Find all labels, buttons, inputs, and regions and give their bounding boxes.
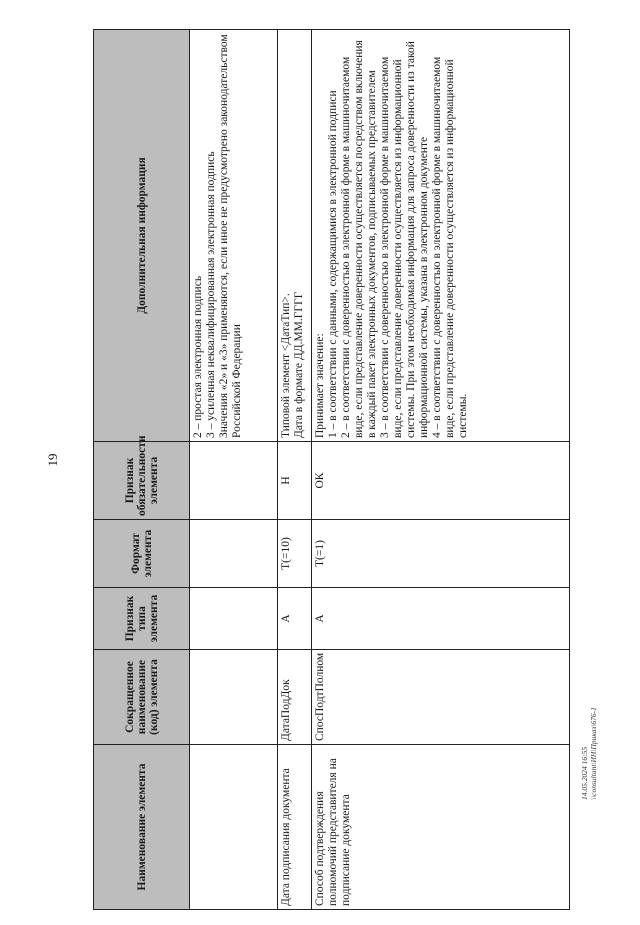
header-info: Дополнительная информация [94,30,190,442]
cell-type: А [312,588,570,650]
cell-required: Н [278,442,312,520]
footer-stamp [580,660,598,800]
footer-path: \\consultant\ИН\Приказ\676-1 [589,707,598,800]
cell-code [190,650,278,745]
cell-code: СпосПодтПолном [312,650,570,745]
cell-name: Дата подписания документа [278,745,312,910]
page-number: 19 [45,453,60,467]
document-table-wrapper [93,30,570,910]
cell-name [190,745,278,910]
cell-info [190,30,278,442]
info-line: Принимает значение: [314,333,326,438]
header-type: Признак типа элемента [94,588,190,650]
table-row [278,30,312,910]
header-required: Признак обязательности элемента [94,442,190,520]
cell-format [190,520,278,588]
info-line: 2 – в соответствии с доверенностью в электронной форме в машиночитаемом виде, если представление доверенности осуществляется посредством включения в каждый пакет электронных документов, подписываемых представителем [340,40,378,438]
cell-required [190,442,278,520]
info-line: Значения «2» и «3» применяются, если иное не предусмотрено законодательством Российской Федерации [218,34,243,438]
header-code: Сокращенное наименование (код) элемента [94,650,190,745]
cell-type: А [278,588,312,650]
header-format: Формат элемента [94,520,190,588]
info-line: 2 – простая электронная подпись [192,275,204,438]
info-line: Дата в формате ДД.ММ.ГГГГ [293,291,305,438]
footer-date: 14.05.2024 16:55 [580,746,589,800]
cell-required: ОК [312,442,570,520]
info-line: 4 – в соответствии с доверенностью в электронной форме в машиночитаемом виде, если представление доверенности осуществляется из информационной системы. [431,56,469,438]
table-row [312,30,570,910]
element-table [93,29,570,910]
table-header-row [94,30,190,910]
cell-format: T(=1) [312,520,570,588]
cell-type [190,588,278,650]
info-line: Типовой элемент <ДатаТип>. [280,293,292,438]
cell-format: T(=10) [278,520,312,588]
info-line: 3 – усиленная неквалифицированная электронная подпись [205,151,217,438]
cell-name: Способ подтверждения полномочий представителя на подписание документа [312,745,570,910]
cell-info [278,30,312,442]
header-name: Наименование элемента [94,745,190,910]
info-line: 3 – в соответствии с доверенностью в электронной форме в машиночитаемом виде, если представление доверенности осуществляется из информационной системы. При этом необходимая информация для запроса доверенности из такой информационной системы, указана в электронном документе [379,41,430,438]
info-line: 1 – в соответствии с данными, содержащимися в электронной подписи [327,90,339,438]
cell-info [312,30,570,442]
cell-code: ДатаПодДок [278,650,312,745]
table-row [190,30,278,910]
